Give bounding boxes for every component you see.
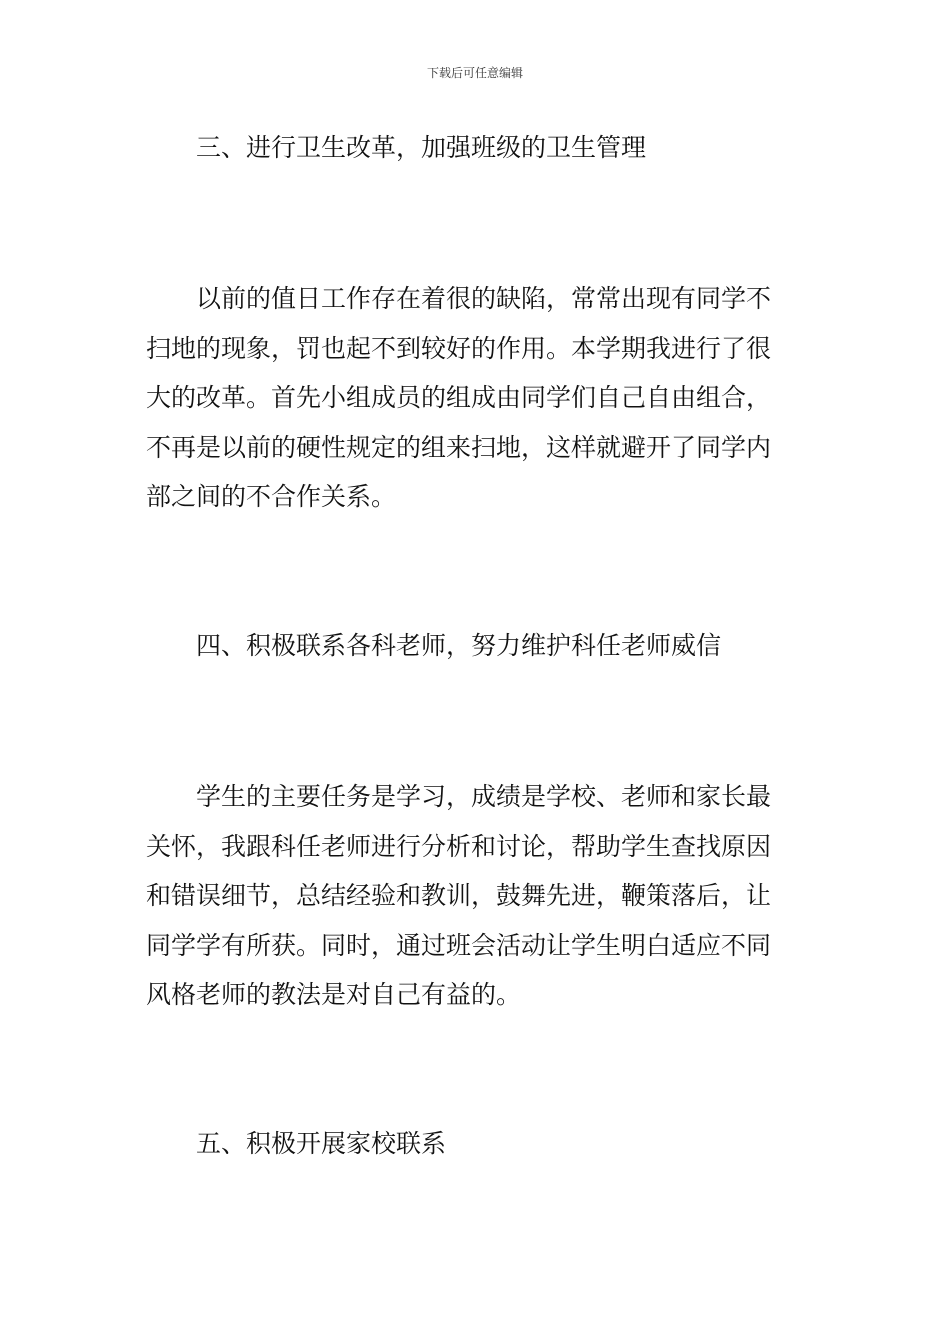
page-header: 下载后可任意编辑	[426, 66, 523, 80]
paragraph-line: 同学学有所获。同时，通过班会活动让学生明白适应不同	[146, 930, 772, 960]
paragraph-line: 和错误细节，总结经验和教训，鼓舞先进，鞭策落后，让	[146, 881, 772, 910]
paragraph-line: 风格老师的教法是对自己有益的。	[146, 980, 522, 1009]
paragraph-line: 关怀，我跟科任老师进行分析和讨论，帮助学生查找原因	[146, 831, 772, 861]
section-paragraph-3	[146, 274, 808, 522]
paragraph-line: 不再是以前的硬性规定的组来扫地，这样就避开了同学内	[146, 432, 772, 462]
section-heading-5: 五、积极开展家校联系	[196, 1129, 447, 1158]
section-heading-3: 三、进行卫生改革，加强班级的卫生管理	[196, 133, 647, 162]
paragraph-line: 大的改革。首先小组成员的组成由同学们自己自由组合，	[146, 383, 772, 412]
section-heading-4: 四、积极联系各科老师，努力维护科任老师威信	[196, 631, 722, 660]
section-paragraph-4	[146, 772, 808, 1020]
paragraph-line: 部之间的不合作关系。	[146, 482, 397, 511]
paragraph-line: 学生的主要任务是学习，成绩是学校、老师和家长最	[196, 782, 772, 811]
paragraph-line: 扫地的现象，罚也起不到较好的作用。本学期我进行了很	[146, 333, 772, 363]
paragraph-line: 以前的值日工作存在着很的缺陷，常常出现有同学不	[196, 284, 772, 313]
